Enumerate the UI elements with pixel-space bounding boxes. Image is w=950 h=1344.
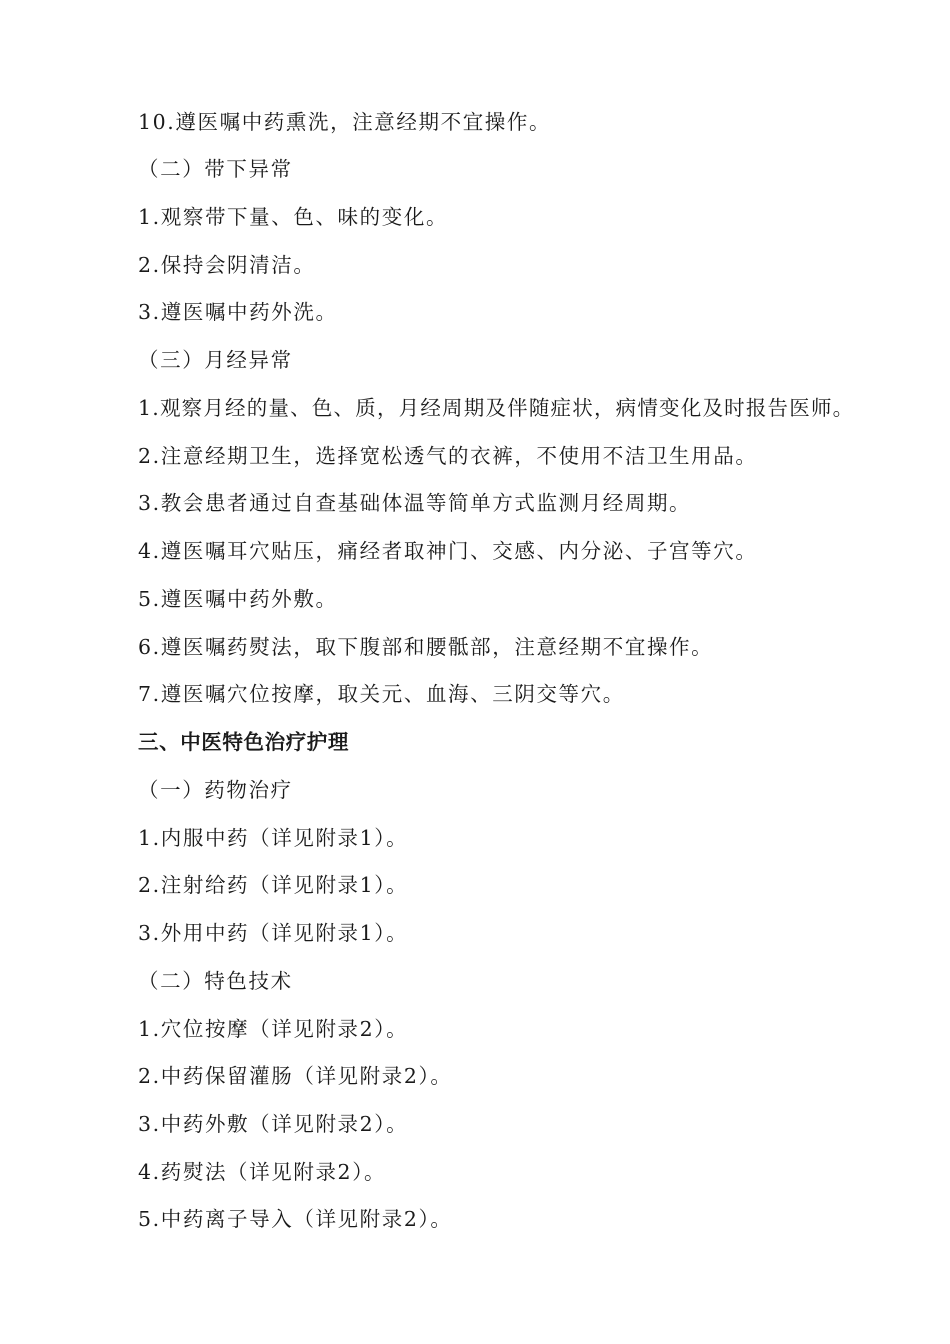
subsection-title: （一）药物治疗	[138, 778, 293, 802]
paragraph-item: 3.中药外敷（详见附录2）。	[138, 1112, 409, 1136]
paragraph-item: 2.注意经期卫生，选择宽松透气的衣裤，不使用不洁卫生用品。	[138, 444, 758, 468]
paragraph-item: 5.遵医嘱中药外敷。	[138, 587, 338, 611]
subsection-title: （二）带下异常	[138, 157, 293, 181]
paragraph-item: 1.观察月经的量、色、质，月经周期及伴随症状，病情变化及时报告医师。	[138, 396, 855, 420]
paragraph-item: 6.遵医嘱药熨法，取下腹部和腰骶部，注意经期不宜操作。	[138, 635, 714, 659]
paragraph-item: 4.药熨法（详见附录2）。	[138, 1160, 387, 1184]
paragraph-item: 5.中药离子导入（详见附录2）。	[138, 1207, 453, 1231]
subsection-title: （三）月经异常	[138, 348, 293, 372]
paragraph-item: 2.中药保留灌肠（详见附录2）。	[138, 1064, 453, 1088]
paragraph-item: 1.内服中药（详见附录1）。	[138, 826, 409, 850]
paragraph-item: 1.观察带下量、色、味的变化。	[138, 205, 449, 229]
paragraph-item: 4.遵医嘱耳穴贴压，痛经者取神门、交感、内分泌、子宫等穴。	[138, 539, 758, 563]
paragraph-item: 3.教会患者通过自查基础体温等简单方式监测月经周期。	[138, 491, 692, 515]
paragraph-item: 3.遵医嘱中药外洗。	[138, 300, 338, 324]
subsection-title: （二）特色技术	[138, 969, 293, 993]
paragraph-item: 7.遵医嘱穴位按摩，取关元、血海、三阴交等穴。	[138, 682, 625, 706]
paragraph-item: 3.外用中药（详见附录1）。	[138, 921, 409, 945]
paragraph-item: 10.遵医嘱中药熏洗，注意经期不宜操作。	[138, 110, 552, 134]
paragraph-item: 1.穴位按摩（详见附录2）。	[138, 1017, 409, 1041]
paragraph-item: 2.注射给药（详见附录1）。	[138, 873, 409, 897]
paragraph-item: 2.保持会阴清洁。	[138, 253, 316, 277]
section-heading: 三、中医特色治疗护理	[138, 730, 349, 754]
